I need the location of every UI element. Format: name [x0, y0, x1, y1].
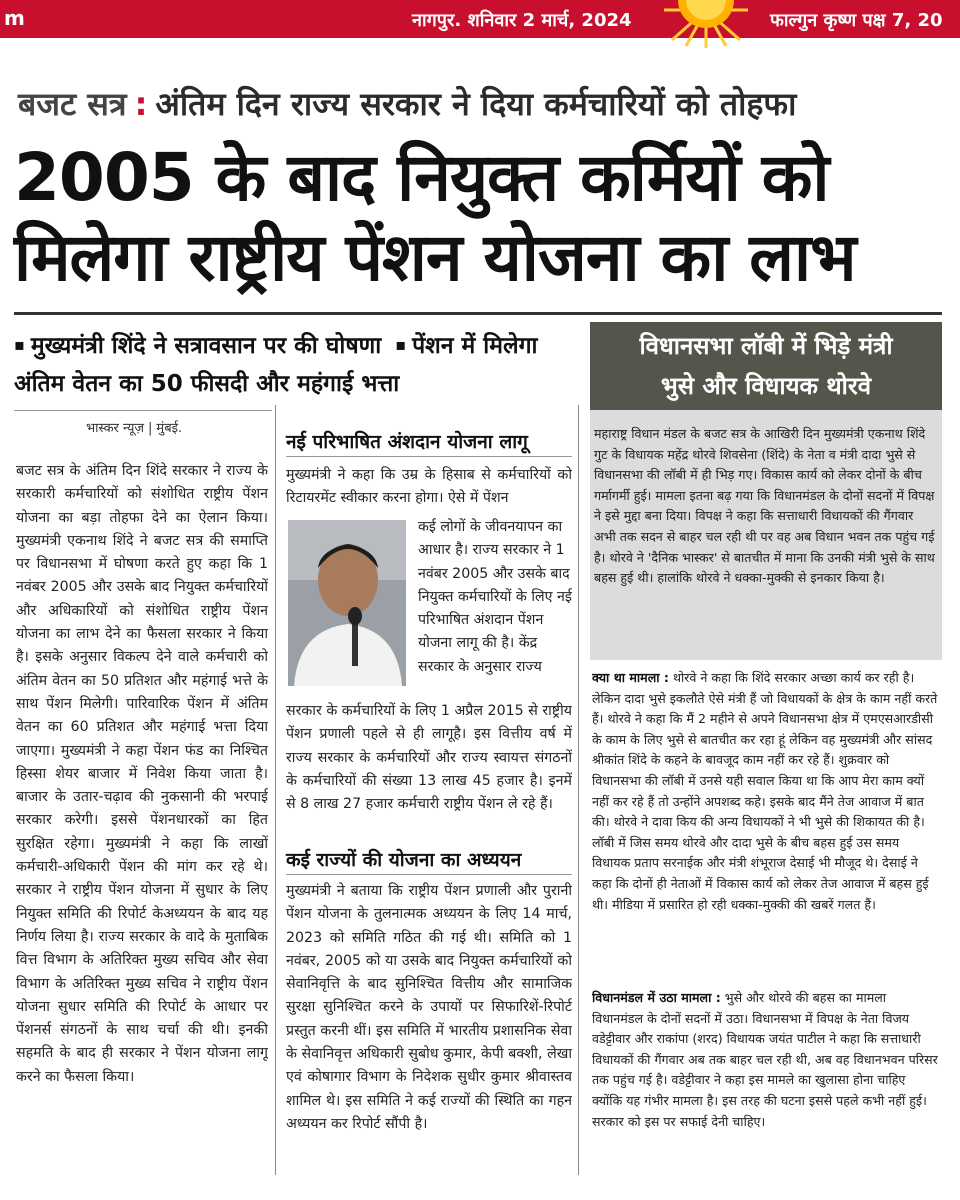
byline: भास्कर न्यूज़ | मुंबई. [86, 421, 183, 436]
article-body: बजट सत्र के अंतिम दिन शिंदे सरकार ने राज्य के सरकारी कर्मचारियों को संशोधित राष्ट्रीय पेंशन योजना का बड़ा तोहफा देने का ऐलान किया। मुख्यमंत्री एकनाथ शिंदे ने बजट सत्र की समाप्ति पर विधानसभा में घोषणा करते हुए कहा कि 1 नवंबर 2005 और उसके बाद नियुक्त कर्मचारियों और अधिकारियों को संशोधित राष्ट्रीय पेंशन योजना का लाभ देने का फैसला सरकार ने किया है। इसके अनुसार विकल्प देने वाले कर्मचारी को अंतिम वेतन का 50 प्रतिशत और महंगाई भत्ते के साथ पेंशन मिलेगी। पारिवारिक पेंशन में अंतिम वेतन का 60 प्रतिशत और महंगाई भत्ता दिया जाएगा। मुख्यमंत्री ने कहा पेंशन फंड का निश्चित हिस्सा शेयर बाजार में निवेश किया जाता है। बाजार के उतार-चढ़ाव की नुकसानी की भरपाई सरकार करेगी। इससे पेंशनधारकों का हित सुरक्षित रहेगा। मुख्यमंत्री ने कहा कि लाखों कर्मचारी-अधिकारी पेंशन की मांग कर रहे थे। सरकार ने राष्ट्रीय पेंशन योजना में सुधार के लिए नियुक्त समिति की रिपोर्ट केअध्ययन के बाद यह निर्णय लिया है। राज्य सरकार के वादे के मुताबिक वित्त विभाग के अतिरिक्त मुख्य सचिव और सेवा विभाग के अतिरिक्त मुख्य सचिव ने राष्ट्रीय पेंशन योजना सुधार समिति की रिपोर्ट के आधार पर पेंशनर्स संगठनों के साथ चर्चा की थी। इनकी सहमति के बाद ही सरकार ने पेंशन योजना लागू करने का फैसला किया। [16, 463, 268, 1085]
house-text: भुसे और थोरवे की बहस का मामला विधानमंडल के दोनों सदनों में उठा। विधानसभा में विपक्ष के नेता विजय वडेट्टीवार और राकांपा (शरद) विधायक जयंत पाटील ने कहा कि सत्ताधारी विधायकों की गैंगवार अब तक बाहर चल रही थी, अब वह विधानभवन परिसर तक पहुंच गई है। वडेट्टीवार ने कहा इस मामले का खुलासा होना चाहिए क्योंकि यह गंभीर मामला है। इस तरह की घटना इससे पहले कभी नहीं हुई। सरकार को इस पर सफाई देनी चाहिए। [592, 990, 938, 1129]
sidebar-intro [594, 424, 936, 652]
sidebar-title-line-1: विधानसभा लॉबी में भिड़े मंत्री [639, 332, 893, 360]
paragraph: कई लोगों के जीवनयापन का आधार है। राज्य सरकार ने 1 नवंबर 2005 और उसके बाद नियुक्त कर्मचारियों के लिए नई परिभाषित अंशदान पेंशन योजना लागू की है। केंद्र सरकार के अनुसार राज्य [418, 519, 572, 675]
column-divider [275, 405, 276, 1175]
subhead-part-1: मुख्यमंत्री शिंदे ने सत्रावसान पर की घोषणा [30, 333, 382, 359]
kicker-label: बजट सत्र [18, 85, 127, 123]
case-label: क्या था मामला : [592, 670, 669, 685]
paragraph: मुख्यमंत्री ने कहा कि उम्र के हिसाब से कर्मचारियों को रिटायरमेंट स्वीकार करना होगा। ऐसे में पेंशन [286, 467, 572, 507]
col2-para-1-bottom [286, 700, 572, 842]
byline-place: मुंबई. [156, 421, 183, 436]
sidebar-case [592, 668, 938, 986]
portrait-icon [288, 520, 406, 686]
bullet-icon: ▪ [14, 335, 25, 354]
house-label: विधानमंडल में उठा मामला : [592, 990, 721, 1005]
article-column-1 [16, 460, 268, 1172]
col2-para-2 [286, 880, 572, 1176]
column-divider [578, 405, 579, 1175]
section-title-2: कई राज्यों की योजना का अध्ययन [286, 849, 522, 871]
headline-line-2: मिलेगा राष्ट्रीय पेंशन योजना का लाभ [14, 219, 856, 296]
kicker-separator: : [134, 85, 148, 123]
byline-source: भास्कर न्यूज़ [86, 421, 145, 436]
sidebar-house [592, 988, 938, 1176]
section-rule [286, 456, 572, 457]
col2-para-1-side [418, 516, 572, 700]
subheadline [14, 326, 579, 403]
paragraph: महाराष्ट्र विधान मंडल के बजट सत्र के आखिरी दिन मुख्यमंत्री एकनाथ शिंदे गुट के विधायक महेंद्र थोरवे शिवसेना (शिंदे) के नेता व मंत्री दादा भुसे से विधानसभा की लॉबी में ही भिड़ गए। विकास कार्य को लेकर दोनों के बीच गर्मागर्मी हुई। मामला इतना बढ़ गया कि विधानमंडल के दोनों सदनों में विपक्ष ने इसे मुद्दा बना दिया। विपक्ष ने कहा कि सत्ताधारी विधायकों की गैंगवार अभी तक सदन से बाहर चल रही थी पर वह अब विधान भवन तक पहुंच गई है। थोरवे ने 'दैनिक भास्कर' से बातचीत में माना कि उनकी मंत्री भुसे के साथ बहस हुई थी। हालांकि थोरवे ने धक्का-मुक्की से इनकार किया है। [594, 426, 935, 586]
subhead-part-2: पेंशन में मिलेगा अंतिम वेतन का 50 फीसदी और महंगाई भत्ता [14, 333, 538, 397]
sidebar-title-line-2: भुसे और विधायक थोरवे [660, 372, 872, 400]
case-text: थोरवे ने कहा कि शिंदे सरकार अच्छा कार्य कर रही है। लेकिन दादा भुसे इकलौते ऐसे मंत्री हैं जो विधायकों के क्षेत्र के काम नहीं करते हैं। थोरवे ने कहा कि मैं 2 महीने से अपने विधानसभा क्षेत्र में एमएसआरडीसी के काम के लिए भुसे से बातचीत कर रहा हूं लेकिन वह मुख्यमंत्री और सांसद श्रीकांत शिंदे के कहने के बावजूद काम नहीं कर रहे हैं। शुक्रवार को विधानसभा की लॉबी में उनसे यही सवाल किया था कि आप मेरा काम क्यों नहीं कर रहे हैं तो उन्होंने अपशब्द कहे। इसके बाद मैंने तेज आवाज में बात की। थोरवे ने दावा किय की अन्य विधायकों ने भी भुसे की शिकायत की है। लॉबी में जिस समय थोरवे और दादा भुसे के बीच बहस हुई उस समय विधायक प्रताप सरनाईक और मंत्री शंभूराज देसाई भी मौजूद थे। देसाई ने कहा कि दोनों ही नेताओं में विकास कार्य को लेकर तेज आवाज में बहस हुई थी। मीडिया में प्रसारित हो रही धक्का-मुक्की की खबरें गलत हैं। [592, 670, 938, 912]
bullet-icon: ▪ [395, 335, 407, 354]
sun-icon [660, 0, 752, 50]
section-rule [286, 874, 572, 875]
sidebar-title-box [590, 322, 942, 412]
section-rule [14, 410, 272, 411]
paragraph: मुख्यमंत्री ने बताया कि राष्ट्रीय पेंशन प्रणाली और पुरानी पेंशन योजना के तुलनात्मक अध्ययन के लिए 14 मार्च, 2023 को समिति गठित की गई थी। समिति को 1 नवंबर, 2005 को या उसके बाद नियुक्त कर्मचारियों को सेवानिवृत्ति के बाद सुनिश्चित वित्तीय और सामाजिक सुरक्षा सुनिश्चित करने के उपायों पर सिफारिशें-रिपोर्ट प्रस्तुत करनी थीं। इस समिति में भारतीय प्रशासनिक सेवा के सेवानिवृत्त अधिकारी सुबोध कुमार, केपी बक्शी, लेखा एवं कोषागार विभाग के निदेशक सुधीर कुमार श्रीवास्तव शामिल थे। इस समिति ने कई राज्यों की स्थिति का गहन अध्ययन कर रिपोर्ट सौंपी है। [286, 883, 572, 1132]
main-headline [14, 138, 944, 298]
tithi-text: फाल्गुन कृष्ण पक्ष 7, 20 [770, 10, 943, 31]
headline-rule [14, 312, 942, 315]
headline-line-1: 2005 के बाद नियुक्त कर्मियों को [14, 139, 829, 216]
masthead-bar [0, 0, 960, 38]
paragraph: सरकार के कर्मचारियों के लिए 1 अप्रैल 2015 से राष्ट्रीय पेंशन प्रणाली पहले से ही लागूहै। इस वित्तीय वर्ष में राज्य सरकार के कर्मचारियों और राज्य स्वायत्त संगठनों के कर्मचारियों की संख्या 13 लाख 45 हजार है। इनमें से 8 लाख 27 हजार कर्मचारी राष्ट्रीय पेंशन ले रहे हैं। [286, 703, 572, 813]
cm-photo [288, 520, 406, 686]
masthead-left-text: m [4, 6, 25, 30]
section-title-1: नई परिभाषित अंशदान योजना लागू [286, 431, 528, 453]
kicker [18, 82, 796, 125]
edition-date: नागपुर. शनिवार 2 मार्च, 2024 [412, 10, 632, 31]
col2-para-1-top [286, 464, 572, 514]
kicker-text: अंतिम दिन राज्य सरकार ने दिया कर्मचारियों को तोहफा [155, 85, 797, 123]
